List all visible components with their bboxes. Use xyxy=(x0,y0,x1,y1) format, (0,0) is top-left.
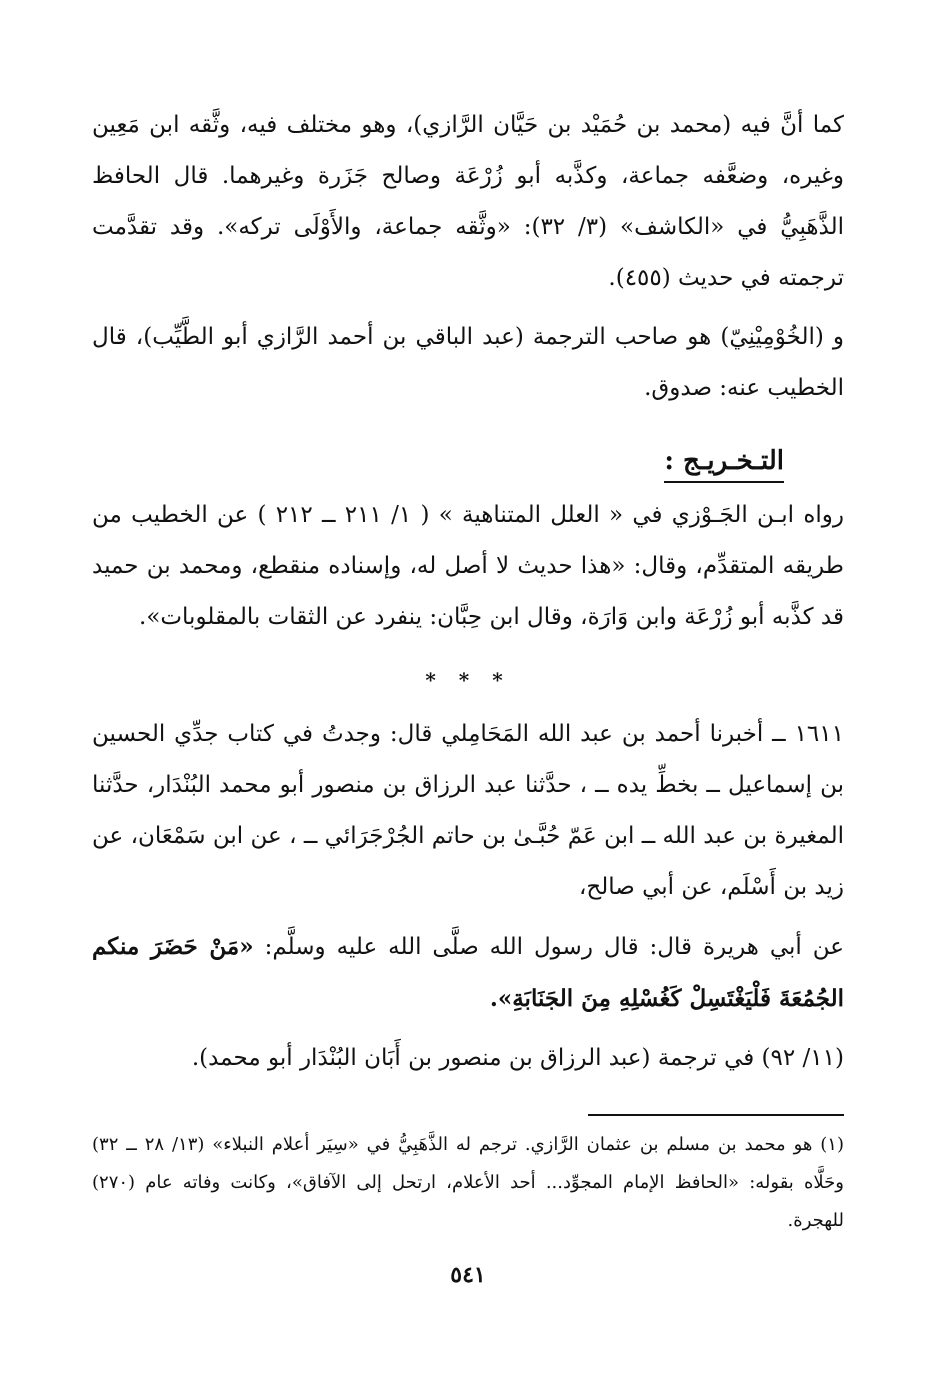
paragraph-narrator-khawmini: و (الخُوْمِيْنِيّ) هو صاحب الترجمة (عبد الباقي بن أحمد الرَّازي أبو الطَّيِّب)، قال الخطيب عنه: صدوق. xyxy=(92,324,844,401)
page-content xyxy=(92,100,844,1335)
paragraph-hadith-matn xyxy=(92,921,844,1025)
page-number: ٥٤١ xyxy=(450,1262,486,1288)
section-heading-takhrij xyxy=(92,436,784,486)
footnote-divider xyxy=(588,1114,844,1116)
paragraph-takhrij xyxy=(92,490,844,643)
paragraph-narrator-ibn-humayd: كما أنَّ فيه (محمد بن حُمَيْد بن حَيَّان الرَّازي)، وهو مختلف فيه، وثَّقه ابن مَعِين وغيره، وضعَّفه جماعة، وكذَّبه أبو زُرْعَة وصالح جَزَرة وغيرهما. قال الحافظ الذَّهَبِيُّ في «الكاشف» (٣/ ٣٢): «وثَّقه جماعة، والأَوْلَى تركه». وقد تقدَّمت ترجمته في حديث (٤٥٥). xyxy=(92,112,844,291)
section-heading-text: التـخـريـج : xyxy=(664,441,784,483)
paragraph-hadith-chain: ١٦١١ ــ أخبرنا أحمد بن عبد الله المَحَامِلي قال: وجدتُ في كتاب جدِّي الحسين بن إسماعيل ــ بخطِّ يده ــ ، حدَّثنا عبد الرزاق بن منصور أبو محمد البُنْدَار، حدَّثنا المغيرة بن عبد الله ــ ابن عَمّ حُبَّـىٰ بن حاتم الجُرْجَرَائي ــ ، عن ابن سَمْعَان، عن زيد بن أَسْلَم، عن أبي صالح، xyxy=(92,721,844,900)
section-separator: * * * xyxy=(425,668,511,692)
paragraph-reference: (١١/ ٩٢) في ترجمة (عبد الرزاق بن منصور بن أَبَان البُنْدَار أبو محمد). xyxy=(191,1045,844,1071)
takhrij-text: رواه ابـن الجَـوْزي في « العلل المتناهية » ( ١/ ٢١١ ــ ٢١٢ ) عن الخطيب من طريقه المتقدِّم، وقال: «هذا حديث لا أصل له، وإسناده منقطع، ومحمد بن حميد قد كذَّبه أبو زُرْعَة وابن وَارَة، وقال ابن حِبَّان: ينفرد عن الثقات بالمقلوبات». xyxy=(92,502,844,630)
hadith-intro: عن أبي هريرة قال: قال رسول الله صلَّى الله عليه وسلَّم: xyxy=(253,934,845,960)
footnote-1: (١) هو محمد بن مسلم بن عثمان الرَّازي. ترجم له الذَّهَبِيُّ في «سِيَر أعلام النبلاء» (١٣/ ٢٨ ــ ٣٢) وحَلَّاه بقوله: «الحافظ الإمام المجوِّد... أحد الأعلام، ارتحل إلى الآفاق»، وكانت وفاته عام (٢٧٠) للهجرة. xyxy=(92,1134,844,1231)
hadith-text: «مَنْ حَضَرَ منكم الجُمُعَةَ فَلْيَغْتَسِلْ كَغُسْلِهِ مِنَ الجَنَابَةِ». xyxy=(92,933,844,1012)
